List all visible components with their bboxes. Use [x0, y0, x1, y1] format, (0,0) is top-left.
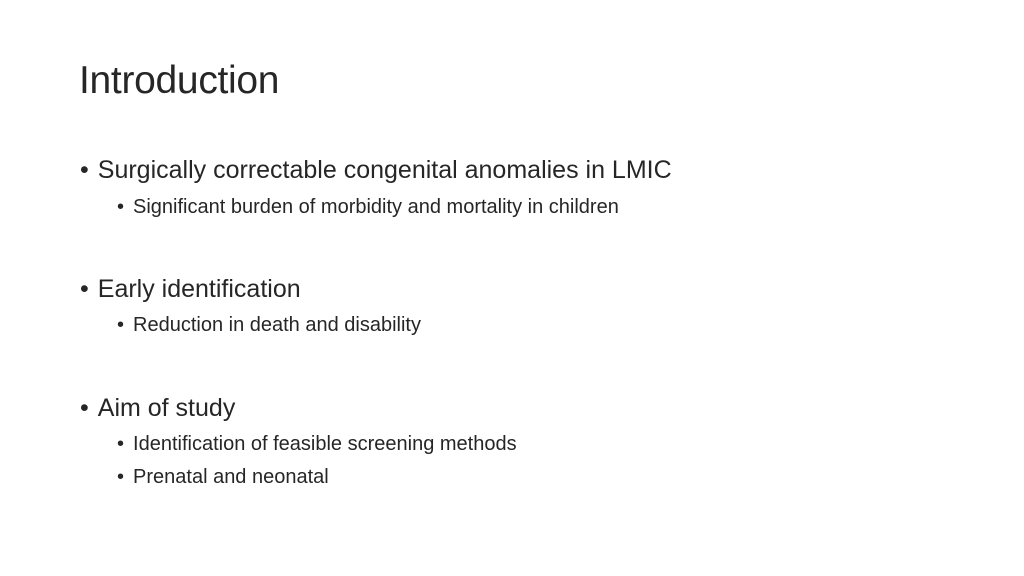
sub-bullet-text: Prenatal and neonatal: [133, 466, 329, 488]
bullet-icon: •: [80, 275, 89, 303]
sub-bullet-item: [117, 433, 517, 456]
bullet-icon: •: [80, 394, 89, 422]
slide-title: Introduction: [79, 59, 280, 102]
bullet-item: [80, 156, 672, 185]
sub-bullet-text: Significant burden of morbidity and mortality in children: [133, 196, 619, 218]
bullet-icon: •: [117, 433, 125, 455]
bullet-text: Early identification: [97, 275, 301, 303]
bullet-item: [80, 275, 301, 304]
bullet-text: Surgically correctable congenital anomalies in LMIC: [97, 156, 672, 184]
sub-bullet-item: [117, 314, 421, 337]
bullet-icon: •: [117, 466, 125, 488]
sub-bullet-text: Reduction in death and disability: [133, 314, 421, 336]
bullet-item: [80, 394, 235, 423]
bullet-icon: •: [117, 314, 125, 336]
sub-bullet-item: [117, 196, 619, 219]
sub-bullet-item: [117, 466, 329, 489]
sub-bullet-text: Identification of feasible screening methods: [133, 433, 517, 455]
bullet-icon: •: [117, 196, 125, 218]
bullet-text: Aim of study: [97, 394, 236, 422]
bullet-icon: •: [80, 156, 89, 184]
